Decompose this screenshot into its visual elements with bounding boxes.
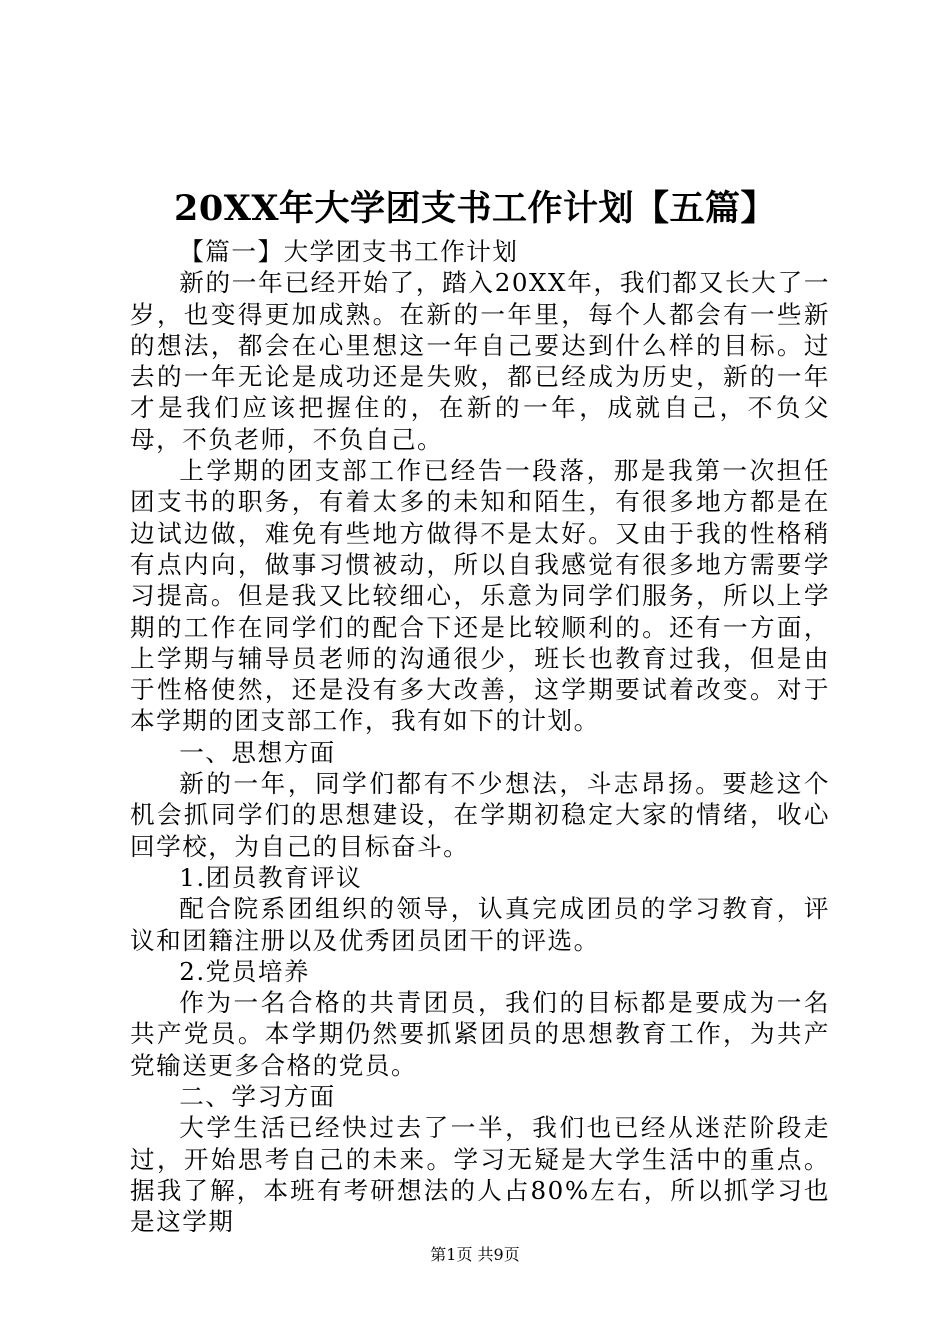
document-body (130, 236, 830, 1238)
document-title: 20XX年大学团支书工作计划【五篇】 (173, 188, 777, 229)
section-heading: 二、学习方面 (179, 1082, 336, 1112)
section-heading: 【篇一】大学团支书工作计划 (179, 237, 519, 266)
body-paragraph: 新的一年已经开始了，踏入20XX年，我们都又长大了一岁，也变得更加成熟。在新的一年里，每个人都会有一些新的想法，都会在心里想这一年自己要达到什么样的目标。过去的一年无论是成功还是失败，都已经成为历史，新的一年才是我们应该把握住的，在新的一年，成就自己，不负父母，不负老师，不负自己。 (130, 268, 830, 454)
subsection-heading: 2.党员培养 (179, 956, 311, 986)
body-paragraph: 作为一名合格的共青团员，我们的目标都是要成为一名共产党员。本学期仍然要抓紧团员的思想教育工作，为共产党输送更多合格的党员。 (130, 988, 830, 1080)
body-paragraph: 上学期的团支部工作已经告一段落，那是我第一次担任团支书的职务，有着太多的未知和陌生，有很多地方都是在边试边做，难免有些地方做得不是太好。又由于我的性格稍有点内向，做事习惯被动，所以自我感觉有很多地方需要学习提高。但是我又比较细心，乐意为同学们服务，所以上学期的工作在同学们的配合下还是比较顺利的。还有一方面，上学期与辅导员老师的沟通很少，班长也教育过我，但是由于性格使然，还是没有多大改善，这学期要试着改变。对于本学期的团支部工作，我有如下的计划。 (130, 456, 830, 736)
body-paragraph: 配合院系团组织的领导，认真完成团员的学习教育，评议和团籍注册以及优秀团员团干的评选。 (130, 894, 830, 955)
body-paragraph: 大学生活已经快过去了一半，我们也已经从迷茫阶段走过，开始思考自己的未来。学习无疑是大学生活中的重点。据我了解，本班有考研想法的人占80%左右，所以抓学习也是这学期 (130, 1113, 830, 1237)
subsection-heading: 1.团员教育评议 (179, 862, 363, 892)
body-paragraph: 新的一年，同学们都有不少想法，斗志昂扬。要趁这个机会抓同学们的思想建设，在学期初稳定大家的情绪，收心回学校，为自己的目标奋斗。 (130, 769, 830, 861)
page-number-footer: 第1页 共9页 (430, 1245, 520, 1264)
section-heading: 一、思想方面 (179, 737, 336, 767)
